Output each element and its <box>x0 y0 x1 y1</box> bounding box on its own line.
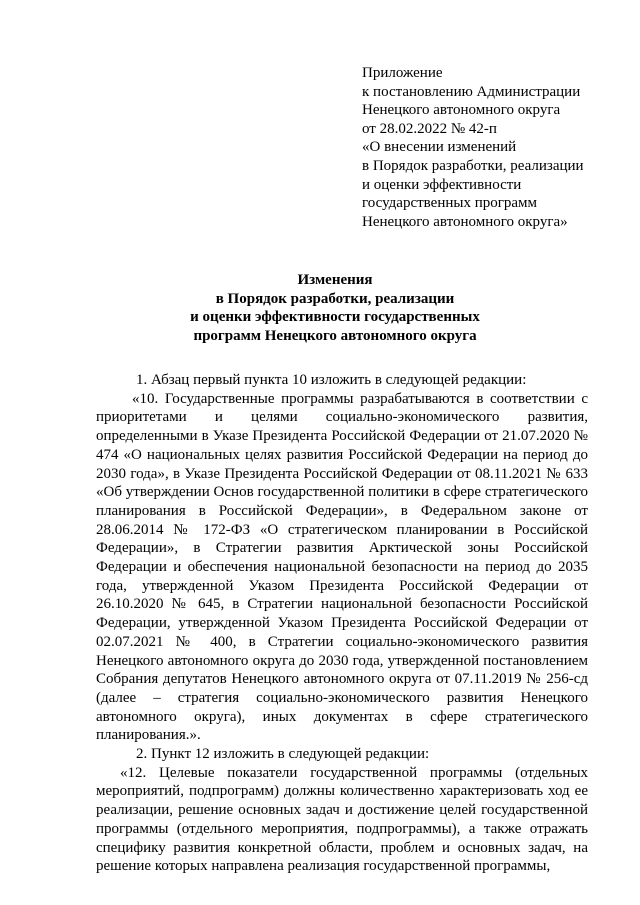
appendix-header <box>362 64 622 231</box>
appendix-line: «О внесении изменений <box>362 139 517 156</box>
document-body <box>96 371 588 876</box>
appendix-line: в Порядок разработки, реализации <box>362 157 584 174</box>
item-1-text: «10. Государственные программы разрабатываются в соответствии с приоритетами и целями социально-экономического развития, определенными в Указе Президента Российской Федерации от 21.07.2020 № 474 «О национальных целях развития Российской Федерации на период до 2030 года», в Указе Президента Российской Федерации от 08.11.2021 № 633 «Об утверждении Основ государственной политики в сфере стратегического планирования в Российской Федерации», в Федеральном законе от 28.06.2014 № 172-ФЗ «О стратегическом планировании в Российской Федерации», в Стратегии развития Арктической зоны Российской Федерации и обеспечения национальной безопасности на период до 2035 года, утвержденной Указом Президента Российской Федерации от 26.10.2020 № 645, в Стратегии национальной безопасности Российской Федерации, утвержденной Указом Президента Российской Федерации от 02.07.2021 № 400, в Стратегии социально-экономического развития Ненецкого автономного округа до 2030 года, утвержденной постановлением Собрания депутатов Ненецкого автономного округа от 07.11.2019 № 256-сд (далее – стратегия социально-экономического развития Ненецкого автономного округа), иных документах в сфере стратегического планирования.». <box>96 390 588 744</box>
item-2-text: «12. Целевые показатели государственной программы (отдельных мероприятий, подпрограмм) должны количественно характеризовать ход ее реализации, решение основных задач и достижение целей государственной программы (отдельного мероприятия, подпрограммы), а также отражать специфику развития конкретной области, проблем и основных задач, на решение которых направлена реализация государственной программы, <box>96 764 588 875</box>
item-1-heading: 1. Абзац первый пункта 10 изложить в следующей редакции: <box>136 372 527 388</box>
title-line: в Порядок разработки, реализации <box>215 290 455 307</box>
title-line: и оценки эффективности государственных <box>190 309 480 325</box>
appendix-line: Приложение <box>362 65 443 81</box>
title-line: Изменения <box>297 272 373 288</box>
appendix-line: Ненецкого автономного округа <box>362 102 561 119</box>
appendix-line: Ненецкого автономного округа» <box>362 213 568 230</box>
appendix-line: и оценки эффективности <box>362 176 522 193</box>
item-2-heading: 2. Пункт 12 изложить в следующей редакции: <box>136 746 430 763</box>
document-title <box>80 271 590 345</box>
appendix-line: государственных программ <box>362 195 538 212</box>
title-line: программ Ненецкого автономного округа <box>193 327 477 344</box>
appendix-line: от 28.02.2022 № 42-п <box>362 120 497 137</box>
appendix-line: к постановлению Администрации <box>362 83 581 100</box>
